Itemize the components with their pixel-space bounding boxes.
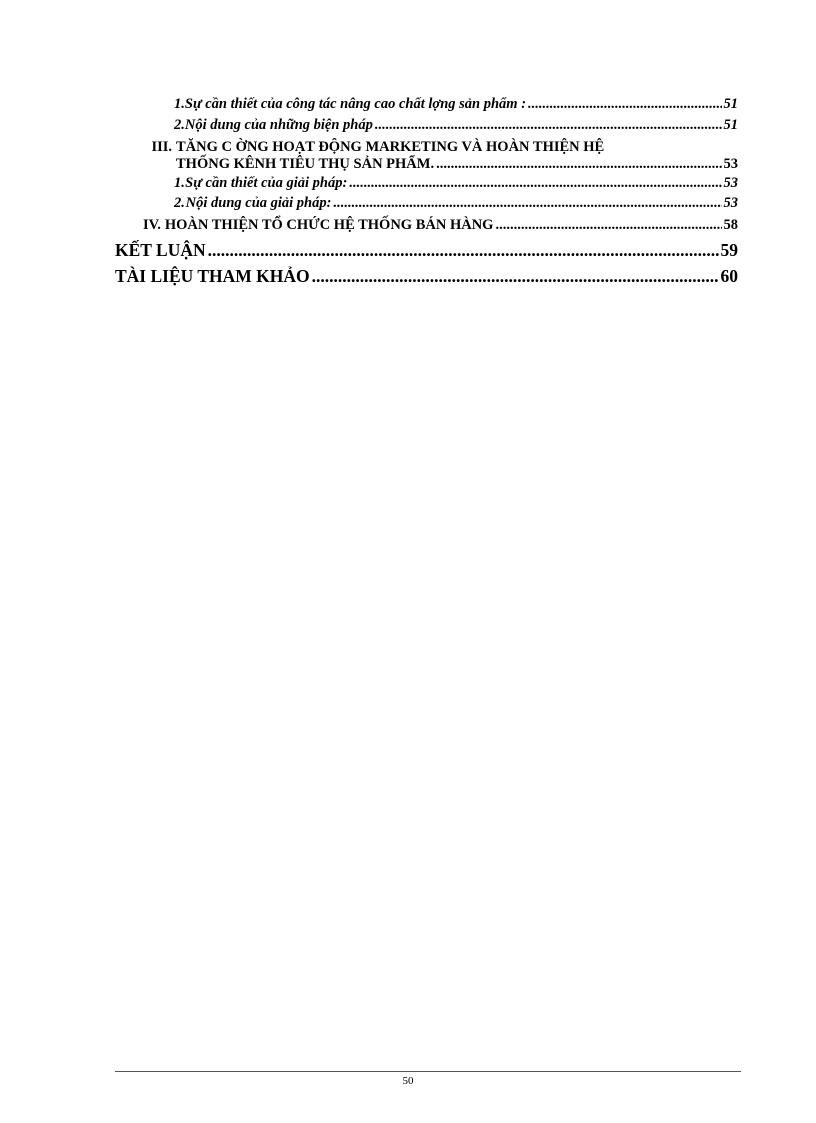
toc-leader-dots xyxy=(208,240,719,261)
toc-entry-page: 53 xyxy=(723,195,738,211)
toc-chapter-entry[interactable] xyxy=(115,240,738,261)
toc-leader-dots xyxy=(528,96,721,113)
toc-entry-number: 1. xyxy=(174,96,185,112)
toc-entry-line2[interactable] xyxy=(176,156,738,173)
toc-entry-number: III. xyxy=(151,139,172,155)
toc-entry-page: 51 xyxy=(723,96,738,112)
page-number: 50 xyxy=(402,1075,414,1087)
toc-entry-page: 60 xyxy=(720,266,738,286)
toc-entry-page: 53 xyxy=(723,175,738,191)
toc-entry-number: 2. xyxy=(174,195,185,211)
toc-entry-number: 2. xyxy=(174,117,185,133)
toc-entry-title: Sự cần thiết của công tác nâng cao chất lợng sản phẩm : xyxy=(184,96,527,112)
toc-entry-title: HOÀN THIỆN TỔ CHỨC HỆ THỐNG BÁN HÀNG xyxy=(164,217,494,233)
toc-entry[interactable] xyxy=(174,175,738,192)
toc-entry-page: 58 xyxy=(723,217,738,233)
toc-entry-page: 53 xyxy=(723,156,738,172)
toc-chapter-entry[interactable] xyxy=(115,266,738,287)
toc-entry[interactable] xyxy=(143,217,738,234)
toc-leader-dots xyxy=(436,156,721,173)
toc-leader-dots xyxy=(495,217,721,234)
toc-entry-page: 59 xyxy=(720,240,738,260)
toc-entry-line1[interactable] xyxy=(143,139,738,156)
toc-leader-dots xyxy=(333,195,721,212)
toc-entry-title: TĂNG C ỜNG HOẠT ĐỘNG MARKETING VÀ HOÀN THIỆN HỆ xyxy=(176,139,605,155)
toc-entry-title-continued: THỐNG KÊNH TIÊU THỤ SẢN PHẨM. xyxy=(176,156,435,172)
toc-leader-dots xyxy=(375,117,722,134)
toc-entry-title: Sự cần thiết của giải pháp: xyxy=(185,175,348,191)
toc-entry[interactable] xyxy=(174,117,738,134)
toc-entry[interactable] xyxy=(174,96,738,113)
toc-entry-page: 51 xyxy=(723,117,738,133)
toc-entry[interactable] xyxy=(174,195,738,212)
toc-entry-title: KẾT LUẬN xyxy=(115,240,206,260)
footer-divider xyxy=(115,1071,741,1072)
toc-leader-dots xyxy=(312,266,719,287)
toc-entry-number: IV. xyxy=(143,217,161,233)
toc-entry-number: 1. xyxy=(174,175,185,191)
toc-entry-title: TÀI LIỆU THAM KHẢO xyxy=(115,266,310,286)
toc-entry-title: Nội dung của những biện pháp xyxy=(184,117,373,133)
toc-entry-title: Nội dung của giải pháp: xyxy=(185,195,332,211)
toc-leader-dots xyxy=(349,175,721,192)
